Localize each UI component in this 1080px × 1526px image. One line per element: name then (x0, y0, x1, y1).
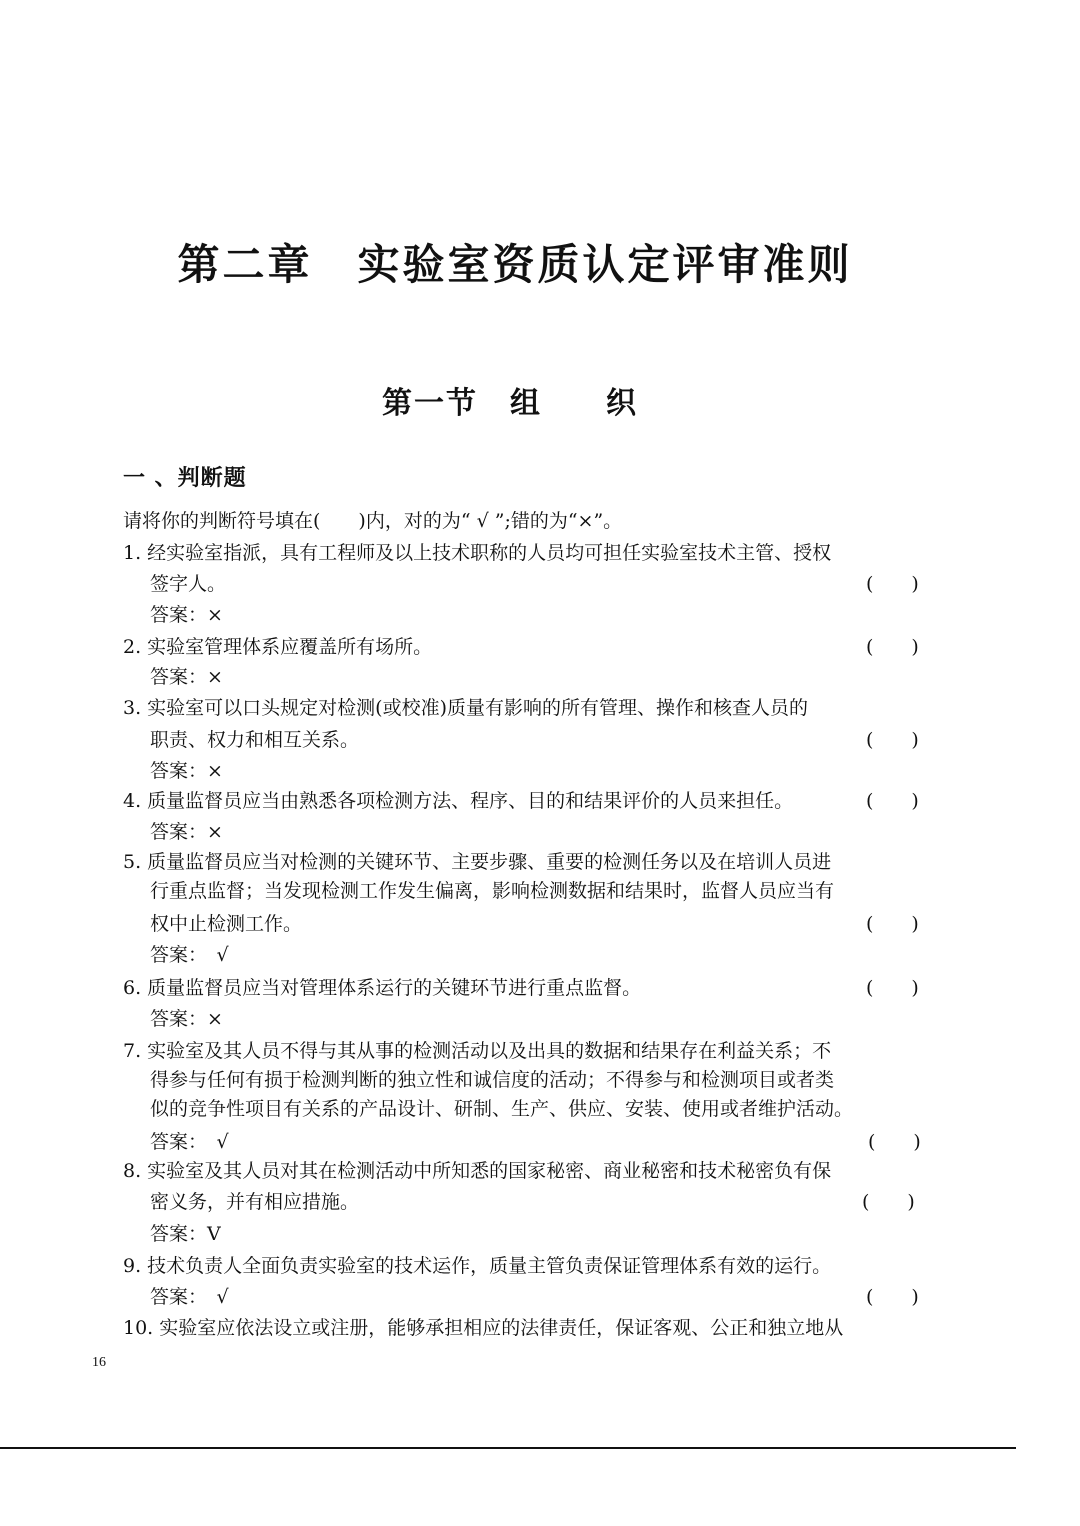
question-line: 职责、权力和相互关系。 (150, 729, 360, 751)
answer-blank: ( ) (862, 1191, 915, 1213)
question-line: 似的竞争性项目有关系的产品设计、研制、生产、供应、安装、使用或者维护活动。 (150, 1098, 854, 1120)
answer-line: 答案：× (150, 604, 223, 626)
question-line: 2. 实验室管理体系应覆盖所有场所。 (123, 636, 433, 658)
part-heading: 一 、判断题 (123, 465, 247, 491)
answer-line: 答案： √ (150, 1286, 229, 1308)
answer-blank: ( ) (866, 790, 919, 812)
answer-line: 答案：× (150, 821, 223, 843)
answer-blank: ( ) (868, 1131, 921, 1153)
chapter-title: 第二章 实验室资质认定评审准则 (177, 240, 853, 289)
answer-blank: ( ) (866, 977, 919, 999)
answer-line: 答案：V (150, 1223, 221, 1245)
instruction-text: 请将你的判断符号填在( )内，对的为“ √ ”;错的为“×”。 (123, 510, 623, 532)
answer-blank: ( ) (866, 913, 919, 935)
question-line: 得参与任何有损于检测判断的独立性和诚信度的活动；不得参与和检测项目或者类 (150, 1069, 835, 1091)
answer-blank: ( ) (866, 729, 919, 751)
page-number: 16 (92, 1355, 106, 1370)
question-line: 6. 质量监督员应当对管理体系运行的关键环节进行重点监督。 (123, 977, 642, 999)
answer-line: 答案：× (150, 666, 223, 688)
question-line: 7. 实验室及其人员不得与其从事的检测活动以及出具的数据和结果存在利益关系；不 (123, 1040, 832, 1062)
answer-line: 答案： √ (150, 944, 229, 966)
question-line: 权中止检测工作。 (150, 913, 303, 935)
question-line: 3. 实验室可以口头规定对检测(或校准)质量有影响的所有管理、操作和核查人员的 (123, 697, 808, 719)
answer-line: 答案：× (150, 1008, 223, 1030)
question-line: 9. 技术负责人全面负责实验室的技术运作，质量主管负责保证管理体系有效的运行。 (123, 1255, 832, 1277)
answer-blank: ( ) (866, 573, 919, 595)
question-line: 8. 实验室及其人员对其在检测活动中所知悉的国家秘密、商业秘密和技术秘密负有保 (123, 1160, 832, 1182)
answer-line: 答案：× (150, 760, 223, 782)
question-line: 4. 质量监督员应当由熟悉各项检测方法、程序、目的和结果评价的人员来担任。 (123, 790, 794, 812)
question-line: 5. 质量监督员应当对检测的关键环节、主要步骤、重要的检测任务以及在培训人员进 (123, 851, 832, 873)
question-line: 密义务，并有相应措施。 (150, 1191, 360, 1213)
answer-blank: ( ) (866, 636, 919, 658)
question-line: 1. 经实验室指派，具有工程师及以上技术职称的人员均可担任实验室技术主管、授权 (123, 542, 832, 564)
question-line: 行重点监督；当发现检测工作发生偏离，影响检测数据和结果时，监督人员应当有 (150, 880, 835, 902)
answer-blank: ( ) (866, 1286, 919, 1308)
section-title: 第一节 组 织 (382, 386, 638, 421)
question-line: 10. 实验室应依法设立或注册，能够承担相应的法律责任，保证客观、公正和独立地从 (123, 1317, 844, 1339)
answer-line: 答案： √ (150, 1131, 229, 1153)
bottom-rule (0, 1447, 1016, 1449)
question-line: 签字人。 (150, 573, 227, 595)
